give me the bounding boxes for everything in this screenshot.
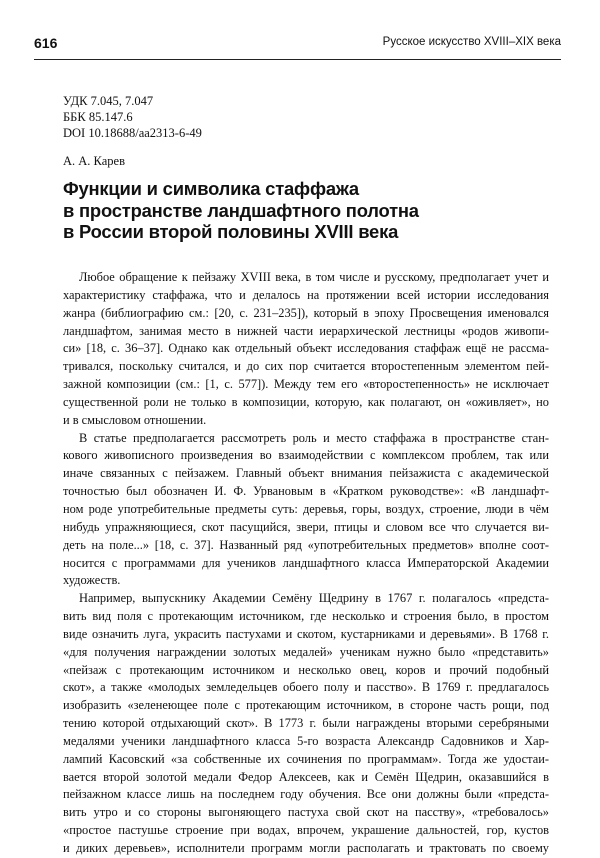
classification-block: [63, 93, 202, 141]
text-line: иначе связанных с пейзажем. Главный объект внимания пейзажиста с академической: [63, 466, 549, 481]
text-line: си» [18, с. 36–37]. Однако как отдельный объект исследования стаффаж ещё не рассма-: [63, 341, 549, 356]
text-line: лампий Касовский «за собственные их сочинения по программам». Тогда же удостаи-: [63, 751, 549, 766]
title-line: Функции и символика стаффажа: [63, 178, 359, 199]
text-line: В статье предполагается рассмотреть роль и место стаффажа в пространстве стан-: [79, 430, 549, 445]
title-line: в пространстве ландшафтного полотна: [63, 199, 419, 221]
page-number: 616: [34, 35, 58, 51]
body-paragraph: [63, 269, 549, 430]
header-rule: [34, 59, 561, 60]
udk-code: УДК 7.045, 7.047: [63, 94, 154, 108]
text-line: Любое обращение к пейзажу XVIII века, в том числе и русскому, предполагает учет и: [79, 270, 549, 284]
text-line: «для получения награждении золотых медалей» ученикам нужно было «представить»: [63, 644, 549, 659]
text-line: нибудь упражняющиеся, скот пасущийся, звери, птицы и словом все что случается ви-: [63, 519, 549, 534]
text-line: вить вид поля с протекающим источником, где несколько и строения было, в простом: [63, 609, 549, 624]
author-name: А. А. Карев: [63, 154, 125, 168]
bbk-code: ББК 85.147.6: [63, 110, 133, 124]
text-line: и диких деревьев», исполнители программ могли располагать и трактовать по своему: [63, 841, 549, 855]
text-line: зажной композиции (см.: [1, с. 577]). Между тем его «второстепенность» не исключает: [63, 377, 549, 392]
text-line: художеств.: [63, 573, 121, 588]
text-line: «пейзаж с протекающим источником и несколько овец, коров и прочий подобный: [63, 662, 549, 677]
doi: DOI 10.18688/aa2313-6-49: [63, 126, 202, 140]
text-line: ландшафтом, занимая место в нижней части иерархической лестницы «родов живопи-: [63, 323, 549, 338]
article-body: [63, 269, 549, 858]
body-paragraph: [63, 590, 549, 858]
text-line: носится с программами для учеников ландшафтного класса Императорской Академии: [63, 555, 549, 570]
text-line: деть на поле...» [18, с. 37]. Названный ряд «употребительных предметов» вполне соот-: [63, 537, 549, 552]
text-line: скот», а также «молодых земледельцев обоего полу и пасство». В 1769 г. предлагалось: [63, 680, 549, 695]
text-line: изобразить «зеленеющее поле с протекающим источником, в стороне часть рощи, под: [63, 698, 549, 713]
body-paragraph: [63, 430, 549, 591]
text-line: тению которой отдыхающий скот». В 1773 г. были награждены вторыми серебряными: [63, 716, 549, 731]
text-line: «простое пастушье строение при водах, впрочем, украшение дальностей, гор, кустов: [63, 823, 549, 838]
text-line: кового живописного произведения во взаимодействии с комплексом проблем, так или: [63, 448, 549, 463]
text-line: и в смысловом отношении.: [63, 412, 207, 427]
text-line: характеристику стаффажа, что и делалось на протяжении всей истории исследования: [63, 287, 549, 302]
text-line: медалями ученики ландшафтного класса 5-го возраста Александр Садовников и Хар-: [63, 733, 549, 748]
text-line: пейзажном классе лишь на последнем году обучения. Все они должны были «предста-: [63, 787, 549, 802]
text-line: ном роде употребительные предметы суть: деревья, горы, воздух, строение, люди в чём: [63, 501, 549, 516]
title-line: в России второй половины XVIII века: [63, 221, 399, 242]
text-line: виде означить луга, украсить пастухами и скотом, кустарниками и деревьями». В 1768 г.: [63, 626, 549, 641]
text-line: точностью был обозначен И. Ф. Урвановым в «Кратком руководстве»: «В ландшафт-: [63, 484, 549, 499]
text-line: жанра (библиографию см.: [20, с. 231–235]), который в эпоху Просвещения именовался: [63, 305, 549, 320]
text-line: Например, выпускнику Академии Семёну Щедрину в 1767 г. полагалось «предста-: [79, 591, 549, 606]
article-title: [63, 178, 543, 243]
text-line: вается второй золотой медали Федор Алексеев, как и Семён Щедрин, оказавшийся в: [63, 769, 549, 784]
text-line: существенной роли не только в композиции, которую, как полагают, он «оживляет», но: [63, 394, 549, 409]
running-title: Русское искусство XVIII–XIX века: [382, 36, 561, 48]
text-line: тривался, поскольку считался, и до сих пор считается второстепенным элементом пей-: [63, 359, 549, 374]
text-line: вить утро и со стороны выгоняющего пастуха свой скот на пасству», «требовалось»: [63, 805, 549, 820]
